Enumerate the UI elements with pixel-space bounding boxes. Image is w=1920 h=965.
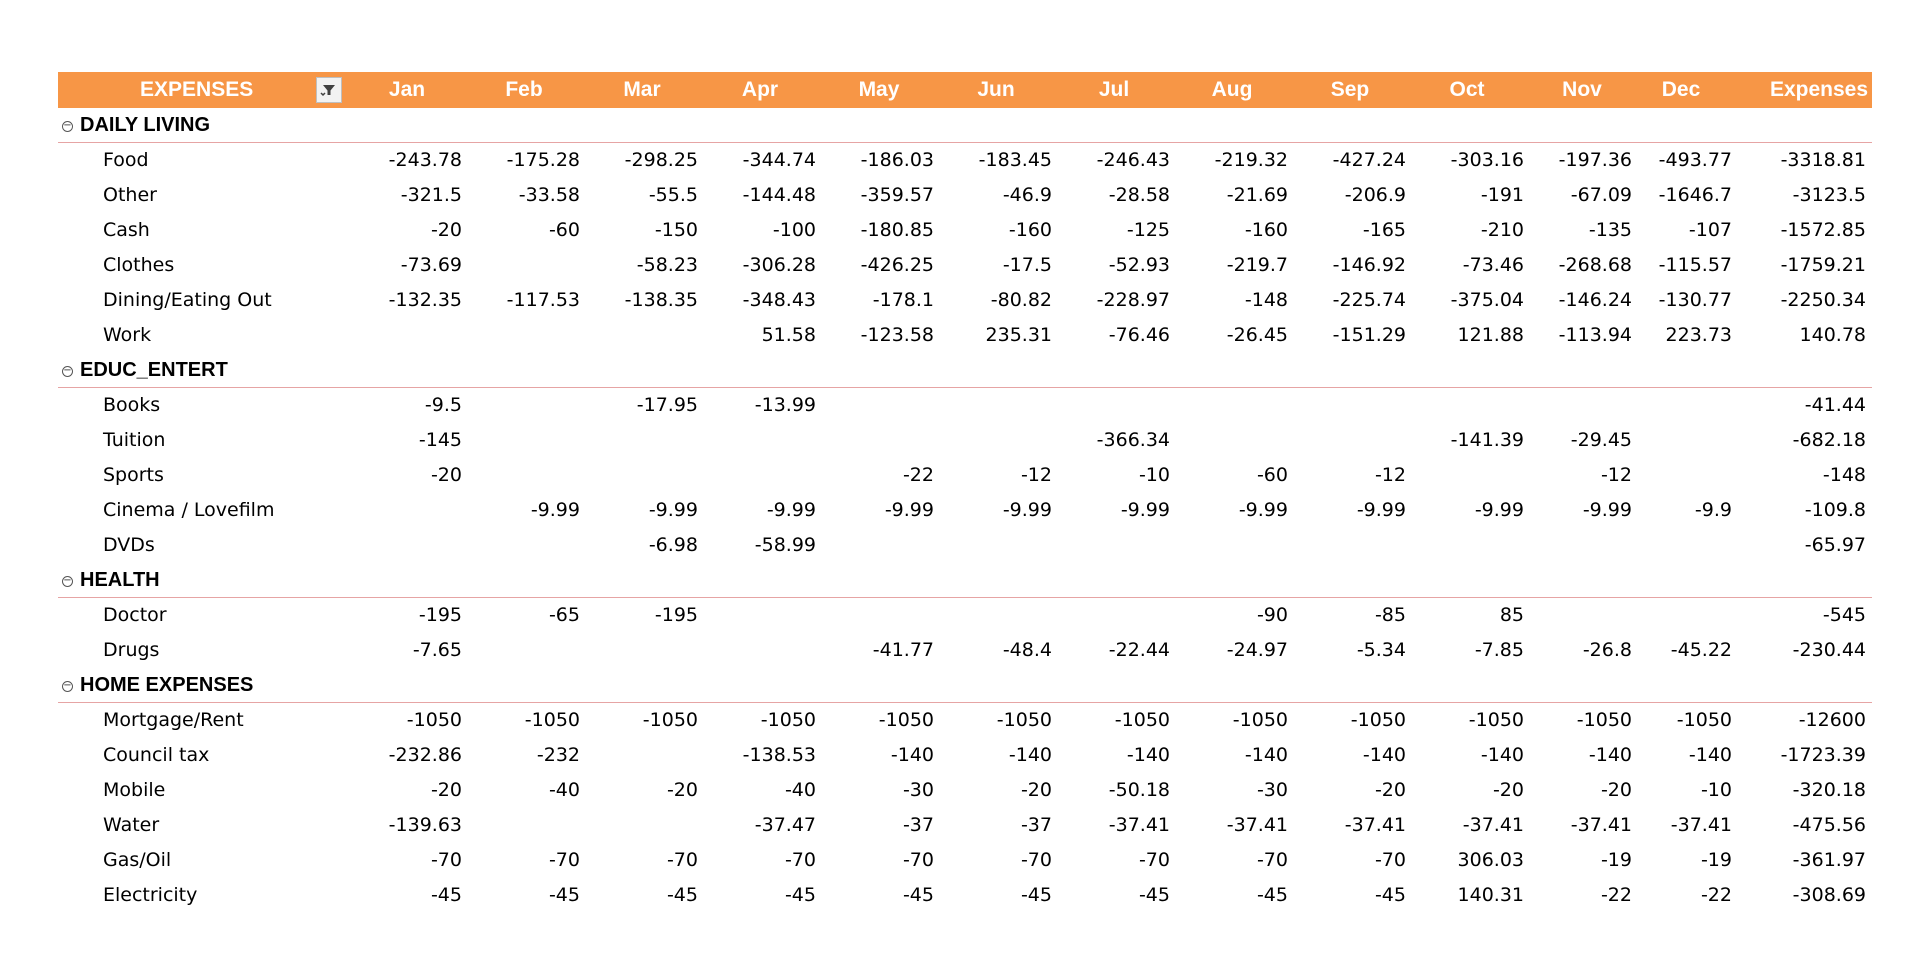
row-label: Council tax (103, 744, 210, 766)
value-cell: -19 (1700, 849, 1732, 871)
value-cell: -183.45 (978, 149, 1052, 171)
value-cell: -9.5 (424, 394, 462, 416)
value-cell: -22 (1700, 884, 1732, 906)
value-cell: -37 (1020, 814, 1052, 836)
value-cell: -303.16 (1450, 149, 1524, 171)
expenses-header-label: EXPENSES (140, 78, 254, 101)
value-cell: -73.69 (400, 254, 462, 276)
row-label: Work (103, 324, 152, 346)
value-cell: -85 (1374, 604, 1406, 626)
value-cell: -140 (1480, 744, 1524, 766)
value-cell: -20 (430, 779, 462, 801)
value-cell: -9.99 (530, 499, 580, 521)
value-cell: -1050 (642, 709, 698, 731)
value-cell: -175.28 (506, 149, 580, 171)
value-cell: -232 (536, 744, 580, 766)
row-label: Books (103, 394, 161, 416)
table-row (58, 633, 1872, 668)
value-cell: -268.68 (1558, 254, 1632, 276)
value-cell: -9.99 (1120, 499, 1170, 521)
value-cell: -28.58 (1108, 184, 1170, 206)
total-cell: -1723.39 (1780, 744, 1866, 766)
value-cell: -37.47 (754, 814, 816, 836)
value-cell: -426.25 (860, 254, 934, 276)
value-cell: -132.35 (388, 289, 462, 311)
value-cell: -5.34 (1356, 639, 1406, 661)
table-row (58, 423, 1872, 458)
table-row (58, 878, 1872, 913)
value-cell: -135 (1588, 219, 1632, 241)
value-cell: -37.41 (1670, 814, 1732, 836)
value-cell: -138.35 (624, 289, 698, 311)
value-cell: 51.58 (761, 324, 816, 346)
value-cell: -37.41 (1570, 814, 1632, 836)
month-header-sep: Sep (1330, 78, 1370, 101)
value-cell: -219.7 (1226, 254, 1288, 276)
value-cell: -37.41 (1226, 814, 1288, 836)
value-cell: -344.74 (742, 149, 816, 171)
value-cell: -22 (902, 464, 934, 486)
table-row (58, 178, 1872, 213)
value-cell: -151.29 (1332, 324, 1406, 346)
value-cell: -115.57 (1658, 254, 1732, 276)
value-cell: -70 (1138, 849, 1170, 871)
value-cell: -37 (902, 814, 934, 836)
value-cell: -140 (1588, 744, 1632, 766)
value-cell: -10 (1138, 464, 1170, 486)
value-cell: -140 (1244, 744, 1288, 766)
value-cell: -359.57 (860, 184, 934, 206)
value-cell: -20 (430, 219, 462, 241)
value-cell: -17.95 (636, 394, 698, 416)
value-cell: -19 (1600, 849, 1632, 871)
value-cell: -10 (1700, 779, 1732, 801)
value-cell: -50.18 (1108, 779, 1170, 801)
value-cell: -180.85 (860, 219, 934, 241)
value-cell: -58.99 (754, 534, 816, 556)
row-label: Dining/Eating Out (103, 289, 272, 311)
table-row (58, 318, 1872, 353)
value-cell: -46.9 (1002, 184, 1052, 206)
value-cell: -55.5 (648, 184, 698, 206)
value-cell: -123.58 (860, 324, 934, 346)
value-cell: -9.99 (766, 499, 816, 521)
table-row (58, 773, 1872, 808)
value-cell: -65 (548, 604, 580, 626)
month-header-feb: Feb (505, 78, 543, 101)
value-cell: -7.85 (1474, 639, 1524, 661)
value-cell: -70 (548, 849, 580, 871)
value-cell: -138.53 (742, 744, 816, 766)
value-cell: -140 (1362, 744, 1406, 766)
value-cell: -70 (666, 849, 698, 871)
value-cell: -45.22 (1670, 639, 1732, 661)
row-label: Cinema / Lovefilm (103, 499, 275, 521)
row-label: Drugs (103, 639, 160, 661)
value-cell: 121.88 (1457, 324, 1524, 346)
row-label: DVDs (103, 534, 155, 556)
value-cell: 85 (1499, 604, 1524, 626)
value-cell: -197.36 (1558, 149, 1632, 171)
table-row (58, 738, 1872, 773)
value-cell: -37.41 (1108, 814, 1170, 836)
value-cell: -7.65 (412, 639, 462, 661)
value-cell: -1050 (1576, 709, 1632, 731)
total-cell: -2250.34 (1780, 289, 1866, 311)
collapse-icon[interactable]: − (63, 680, 72, 691)
filter-dropdown-button[interactable] (316, 77, 342, 103)
value-cell: -33.58 (518, 184, 580, 206)
value-cell: -45 (902, 884, 934, 906)
value-cell: -20 (430, 464, 462, 486)
value-cell: -107 (1688, 219, 1732, 241)
value-cell: -125 (1126, 219, 1170, 241)
table-row (58, 598, 1872, 633)
table-row (58, 248, 1872, 283)
value-cell: -45 (430, 884, 462, 906)
category-row (58, 353, 1872, 388)
value-cell: -21.69 (1226, 184, 1288, 206)
value-cell: -1050 (524, 709, 580, 731)
month-header-jun: Jun (977, 78, 1015, 101)
value-cell: -232.86 (388, 744, 462, 766)
value-cell: 223.73 (1665, 324, 1732, 346)
total-cell: -12600 (1798, 709, 1866, 731)
value-cell: -146.24 (1558, 289, 1632, 311)
value-cell: -1050 (1468, 709, 1524, 731)
value-cell: -160 (1008, 219, 1052, 241)
value-cell: -144.48 (742, 184, 816, 206)
month-header-aug: Aug (1211, 78, 1253, 101)
value-cell: -80.82 (990, 289, 1052, 311)
value-cell: -145 (418, 429, 462, 451)
value-cell: -427.24 (1332, 149, 1406, 171)
value-cell: 306.03 (1457, 849, 1524, 871)
value-cell: -67.09 (1570, 184, 1632, 206)
row-label: Doctor (103, 604, 167, 626)
value-cell: -73.46 (1462, 254, 1524, 276)
table-row (58, 843, 1872, 878)
collapse-icon[interactable]: − (63, 365, 72, 376)
total-cell: -545 (1822, 604, 1866, 626)
value-cell: -48.4 (1002, 639, 1052, 661)
row-label: Clothes (103, 254, 175, 276)
value-cell: -30 (902, 779, 934, 801)
value-cell: -1050 (406, 709, 462, 731)
value-cell: -306.28 (742, 254, 816, 276)
table-row (58, 388, 1872, 423)
value-cell: 140.31 (1457, 884, 1524, 906)
value-cell: -37.41 (1344, 814, 1406, 836)
value-cell: -17.5 (1002, 254, 1052, 276)
value-cell: -45 (784, 884, 816, 906)
value-cell: -9.99 (648, 499, 698, 521)
value-cell: -22.44 (1108, 639, 1170, 661)
value-cell: -52.93 (1108, 254, 1170, 276)
value-cell: -140 (1688, 744, 1732, 766)
value-cell: -30 (1256, 779, 1288, 801)
value-cell: -1646.7 (1658, 184, 1732, 206)
value-cell: -6.98 (648, 534, 698, 556)
total-cell: -320.18 (1792, 779, 1866, 801)
category-row (58, 108, 1872, 143)
value-cell: -9.99 (1474, 499, 1524, 521)
value-cell: -45 (1020, 884, 1052, 906)
value-cell: -40 (548, 779, 580, 801)
value-cell: -9.9 (1694, 499, 1732, 521)
category-row (58, 563, 1872, 598)
value-cell: -186.03 (860, 149, 934, 171)
value-cell: 235.31 (985, 324, 1052, 346)
collapse-icon[interactable]: − (63, 575, 72, 586)
value-cell: -140 (1126, 744, 1170, 766)
month-header-jul: Jul (1098, 78, 1130, 101)
total-cell: -361.97 (1792, 849, 1866, 871)
total-cell: -682.18 (1792, 429, 1866, 451)
value-cell: -60 (1256, 464, 1288, 486)
value-cell: -148 (1244, 289, 1288, 311)
category-label: HEALTH (80, 569, 160, 591)
value-cell: -130.77 (1658, 289, 1732, 311)
value-cell: -195 (654, 604, 698, 626)
value-cell: -70 (1374, 849, 1406, 871)
value-cell: -1050 (996, 709, 1052, 731)
row-label: Mortgage/Rent (103, 709, 244, 731)
value-cell: -321.5 (400, 184, 462, 206)
value-cell: -160 (1244, 219, 1288, 241)
value-cell: -70 (902, 849, 934, 871)
month-header-apr: Apr (741, 78, 779, 101)
value-cell: -1050 (1350, 709, 1406, 731)
value-cell: -195 (418, 604, 462, 626)
total-cell: -230.44 (1792, 639, 1866, 661)
month-header-may: May (858, 78, 900, 101)
table-row (58, 493, 1872, 528)
total-header: Expenses (1769, 78, 1868, 101)
value-cell: -9.99 (1238, 499, 1288, 521)
value-cell: -45 (1138, 884, 1170, 906)
value-cell: -9.99 (1356, 499, 1406, 521)
value-cell: -1050 (878, 709, 934, 731)
total-cell: -109.8 (1804, 499, 1866, 521)
value-cell: -70 (430, 849, 462, 871)
value-cell: -22 (1600, 884, 1632, 906)
value-cell: -140 (890, 744, 934, 766)
table-row (58, 528, 1872, 563)
collapse-icon[interactable]: − (63, 120, 72, 131)
category-label: DAILY LIVING (80, 114, 211, 136)
value-cell: -366.34 (1096, 429, 1170, 451)
value-cell: -12 (1600, 464, 1632, 486)
total-cell: -41.44 (1804, 394, 1866, 416)
value-cell: -20 (1492, 779, 1524, 801)
value-cell: -20 (1600, 779, 1632, 801)
row-label: Gas/Oil (103, 849, 172, 871)
value-cell: -178.1 (872, 289, 934, 311)
value-cell: -139.63 (388, 814, 462, 836)
value-cell: -1050 (760, 709, 816, 731)
table-body (58, 108, 1872, 913)
value-cell: -113.94 (1558, 324, 1632, 346)
value-cell: -37.41 (1462, 814, 1524, 836)
row-label: Sports (103, 464, 164, 486)
value-cell: -117.53 (506, 289, 580, 311)
month-header-nov: Nov (1562, 78, 1602, 101)
value-cell: -26.45 (1226, 324, 1288, 346)
value-cell: -9.99 (1002, 499, 1052, 521)
month-header-oct: Oct (1449, 78, 1485, 101)
total-cell: 140.78 (1799, 324, 1866, 346)
total-cell: -1759.21 (1780, 254, 1866, 276)
row-label: Food (103, 149, 149, 171)
value-cell: -70 (1256, 849, 1288, 871)
total-cell: -65.97 (1804, 534, 1866, 556)
value-cell: -40 (784, 779, 816, 801)
row-label: Water (103, 814, 160, 836)
value-cell: -243.78 (388, 149, 462, 171)
total-cell: -3318.81 (1780, 149, 1866, 171)
value-cell: -20 (666, 779, 698, 801)
value-cell: -9.99 (884, 499, 934, 521)
table-row (58, 703, 1872, 738)
value-cell: -20 (1374, 779, 1406, 801)
table-row (58, 143, 1872, 178)
value-cell: -76.46 (1108, 324, 1170, 346)
value-cell: -191 (1480, 184, 1524, 206)
month-header-dec: Dec (1661, 78, 1701, 101)
value-cell: -9.99 (1582, 499, 1632, 521)
total-cell: -3123.5 (1792, 184, 1866, 206)
value-cell: -70 (1020, 849, 1052, 871)
value-cell: -13.99 (754, 394, 816, 416)
value-cell: -206.9 (1344, 184, 1406, 206)
value-cell: -1050 (1232, 709, 1288, 731)
value-cell: -70 (784, 849, 816, 871)
value-cell: -45 (1256, 884, 1288, 906)
value-cell: -12 (1374, 464, 1406, 486)
row-label: Electricity (103, 884, 198, 906)
value-cell: -29.45 (1570, 429, 1632, 451)
header-row (58, 72, 1872, 108)
value-cell: -90 (1256, 604, 1288, 626)
value-cell: -228.97 (1096, 289, 1170, 311)
value-cell: -45 (548, 884, 580, 906)
total-cell: -1572.85 (1780, 219, 1866, 241)
value-cell: -45 (666, 884, 698, 906)
row-label: Tuition (103, 429, 166, 451)
table-row (58, 283, 1872, 318)
value-cell: -165 (1362, 219, 1406, 241)
value-cell: -150 (654, 219, 698, 241)
value-cell: -375.04 (1450, 289, 1524, 311)
category-row (58, 668, 1872, 703)
value-cell: -141.39 (1450, 429, 1524, 451)
value-cell: -20 (1020, 779, 1052, 801)
value-cell: -146.92 (1332, 254, 1406, 276)
table-row (58, 808, 1872, 843)
category-label: EDUC_ENTERT (80, 359, 228, 381)
value-cell: -246.43 (1096, 149, 1170, 171)
category-label: HOME EXPENSES (80, 674, 254, 696)
expenses-pivot-table (58, 72, 1872, 913)
filter-icon (320, 82, 338, 98)
value-cell: -26.8 (1582, 639, 1632, 661)
row-label: Other (103, 184, 157, 206)
total-cell: -148 (1822, 464, 1866, 486)
month-header-mar: Mar (623, 78, 661, 101)
value-cell: -45 (1374, 884, 1406, 906)
value-cell: -493.77 (1658, 149, 1732, 171)
month-header-jan: Jan (388, 78, 426, 101)
value-cell: -24.97 (1226, 639, 1288, 661)
value-cell: -298.25 (624, 149, 698, 171)
value-cell: -210 (1480, 219, 1524, 241)
value-cell: -12 (1020, 464, 1052, 486)
value-cell: -219.32 (1214, 149, 1288, 171)
value-cell: -60 (548, 219, 580, 241)
table-row (58, 458, 1872, 493)
value-cell: -41.77 (872, 639, 934, 661)
row-label: Mobile (103, 779, 166, 801)
value-cell: -140 (1008, 744, 1052, 766)
value-cell: -58.23 (636, 254, 698, 276)
row-label: Cash (103, 219, 150, 241)
value-cell: -100 (772, 219, 816, 241)
value-cell: -1050 (1114, 709, 1170, 731)
value-cell: -348.43 (742, 289, 816, 311)
total-cell: -475.56 (1792, 814, 1866, 836)
value-cell: -1050 (1676, 709, 1732, 731)
value-cell: -225.74 (1332, 289, 1406, 311)
total-cell: -308.69 (1792, 884, 1866, 906)
table-row (58, 213, 1872, 248)
